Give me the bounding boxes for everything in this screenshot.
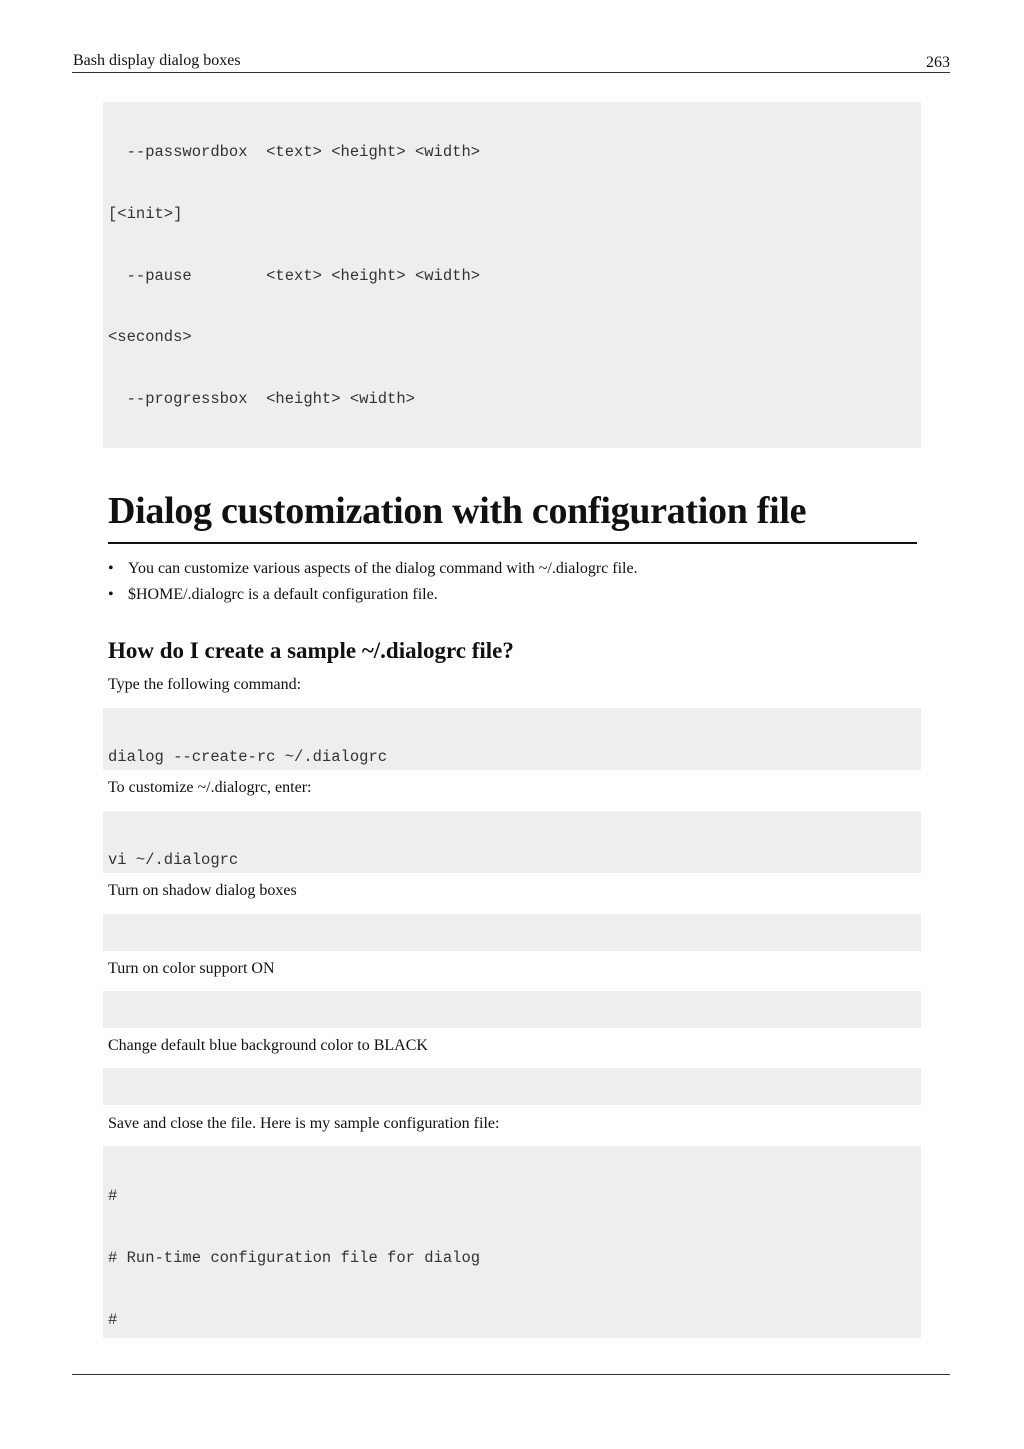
section-heading: Dialog customization with configuration file: [108, 487, 917, 544]
bullet-list: [108, 558, 638, 609]
code-line: # Run-time configuration file for dialog: [108, 1248, 481, 1267]
code-line: vi ~/.dialogrc: [108, 851, 239, 869]
paragraph-type-command: Type the following command:: [108, 676, 302, 693]
paragraph-colors: Turn on color support ON: [108, 960, 275, 977]
paragraph-save: Save and close the file. Here is my sample configuration file:: [108, 1115, 500, 1132]
code-line: --passwordbox <text> <height> <width>: [108, 143, 481, 161]
bullet-icon: •: [108, 585, 114, 603]
create-rc-code-block: [103, 708, 921, 770]
paragraph-screen-color: Change default blue background color to BLACK: [108, 1037, 428, 1054]
code-line: <seconds>: [108, 328, 192, 347]
paragraph-customize: To customize ~/.dialogrc, enter:: [108, 779, 312, 796]
page-number: 263: [926, 54, 950, 71]
config-file-code-block: [103, 1146, 921, 1338]
subsection-heading: How do I create a sample ~/.dialogrc file?: [108, 638, 514, 663]
footer-rule: [72, 1374, 950, 1375]
shadow-code-block: [103, 914, 921, 951]
code-line: [<init>]: [108, 204, 183, 223]
list-item: [108, 584, 638, 610]
vi-code-block: [103, 811, 921, 873]
code-line: --progressbox <height> <width>: [108, 390, 415, 409]
code-line: dialog --create-rc ~/.dialogrc: [108, 748, 388, 766]
colors-code-block: [103, 991, 921, 1028]
options-code-block: [103, 102, 921, 448]
screen-color-code-block: [103, 1068, 921, 1105]
list-item: [108, 558, 638, 584]
paragraph-shadow: Turn on shadow dialog boxes: [108, 882, 297, 899]
running-header-title: Bash display dialog boxes: [73, 52, 241, 69]
list-item-text: You can customize various aspects of the dialog command with ~/.dialogrc file.: [128, 560, 638, 577]
code-line: #: [108, 1310, 118, 1329]
list-item-text: $HOME/.dialogrc is a default configuration file.: [128, 585, 438, 603]
bullet-icon: •: [108, 560, 114, 577]
running-header: [72, 50, 950, 73]
code-line: #: [108, 1187, 118, 1205]
code-line: --pause <text> <height> <width>: [108, 266, 481, 285]
